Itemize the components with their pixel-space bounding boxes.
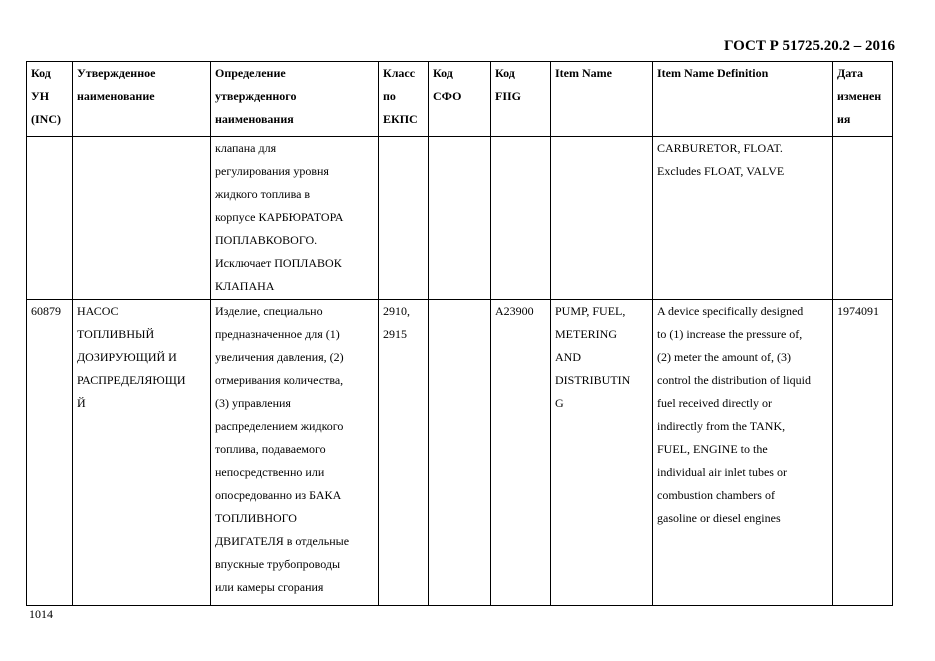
cell-line: individual air inlet tubes or bbox=[657, 465, 787, 479]
gost-table bbox=[26, 61, 893, 606]
cell-line: DISTRIBUTIN bbox=[555, 373, 631, 387]
cell-line: gasoline or diesel engines bbox=[657, 511, 781, 525]
cell-line: топлива, подаваемого bbox=[215, 442, 326, 456]
cell-item-name bbox=[551, 137, 653, 300]
cell-line: (3) управления bbox=[215, 396, 291, 410]
cell-line: 2910, bbox=[383, 304, 410, 318]
header-item-name-definition bbox=[653, 62, 833, 137]
cell-line: ПОПЛАВКОВОГО. bbox=[215, 233, 318, 247]
cell-approved-name bbox=[73, 300, 211, 606]
cell-line: A23900 bbox=[495, 304, 534, 318]
header-line: по bbox=[383, 89, 396, 103]
cell-line: fuel received directly or bbox=[657, 396, 772, 410]
cell-item-name bbox=[551, 300, 653, 606]
header-line: Определение bbox=[215, 66, 286, 80]
header-change-date bbox=[833, 62, 893, 137]
cell-line: 2915 bbox=[383, 327, 407, 341]
cell-line: METERING bbox=[555, 327, 617, 341]
header-line: Утвержденное bbox=[77, 66, 156, 80]
cell-line: ТОПЛИВНОГО bbox=[215, 511, 297, 525]
document-header: ГОСТ Р 51725.20.2 – 2016 bbox=[723, 38, 895, 54]
header-line: ия bbox=[837, 112, 851, 126]
header-line: наименования bbox=[215, 112, 294, 126]
cell-line: отмеривания количества, bbox=[215, 373, 344, 387]
cell-line: клапана для bbox=[215, 141, 277, 155]
cell-line: ТОПЛИВНЫЙ bbox=[77, 327, 155, 341]
cell-name-definition bbox=[211, 137, 379, 300]
cell-fiig-code bbox=[491, 137, 551, 300]
cell-line: регулирования уровня bbox=[215, 164, 329, 178]
page-number: 1014 bbox=[29, 607, 53, 621]
cell-line: indirectly from the TANK, bbox=[657, 419, 786, 433]
header-fiig-code bbox=[491, 62, 551, 137]
cell-line: опосредованно из БАКА bbox=[215, 488, 342, 502]
header-line: УН bbox=[31, 89, 50, 103]
cell-line: control the distribution of liquid bbox=[657, 373, 811, 387]
cell-line: Исключает ПОПЛАВОК bbox=[215, 256, 342, 270]
header-line: Дата bbox=[837, 66, 863, 80]
cell-ekps-class bbox=[379, 300, 429, 606]
header-line: Код bbox=[495, 66, 515, 80]
cell-change-date bbox=[833, 137, 893, 300]
header-line: Код bbox=[433, 66, 453, 80]
cell-line: FUEL, ENGINE to the bbox=[657, 442, 768, 456]
cell-line: впускные трубопроводы bbox=[215, 557, 341, 571]
cell-name-definition bbox=[211, 300, 379, 606]
cell-line: КЛАПАНА bbox=[215, 279, 275, 293]
header-approved-name bbox=[73, 62, 211, 137]
cell-sfo-code bbox=[429, 300, 491, 606]
cell-line: ДВИГАТЕЛЯ в отдельные bbox=[215, 534, 350, 548]
header-line: наименование bbox=[77, 89, 155, 103]
cell-item-name-definition bbox=[653, 137, 833, 300]
cell-line: AND bbox=[555, 350, 581, 364]
cell-line: или камеры сгорания bbox=[215, 580, 324, 594]
header-line: изменен bbox=[837, 89, 882, 103]
cell-inc-code bbox=[27, 300, 73, 606]
cell-fiig-code bbox=[491, 300, 551, 606]
header-line: утвержденного bbox=[215, 89, 297, 103]
cell-line: РАСПРЕДЕЛЯЮЩИ bbox=[77, 373, 186, 387]
cell-line: жидкого топлива в bbox=[215, 187, 311, 201]
header-line: ЕКПС bbox=[383, 112, 418, 126]
cell-line: увеличения давления, (2) bbox=[215, 350, 344, 364]
cell-line: A device specifically designed bbox=[657, 304, 804, 318]
table-row bbox=[27, 137, 893, 300]
table-row bbox=[27, 300, 893, 606]
cell-line: НАСОС bbox=[77, 304, 119, 318]
cell-line: предназначенное для (1) bbox=[215, 327, 340, 341]
cell-line: CARBURETOR, FLOAT. bbox=[657, 141, 783, 155]
cell-line: (2) meter the amount of, (3) bbox=[657, 350, 791, 364]
header-line: Item Name Definition bbox=[657, 66, 769, 80]
cell-change-date bbox=[833, 300, 893, 606]
header-line: (INC) bbox=[31, 112, 61, 126]
table-header-row bbox=[27, 62, 893, 137]
header-item-name bbox=[551, 62, 653, 137]
cell-line: G bbox=[555, 396, 564, 410]
table-body bbox=[27, 137, 893, 606]
header-line: FIIG bbox=[495, 89, 522, 103]
cell-line: Й bbox=[77, 396, 86, 410]
cell-line: Excludes FLOAT, VALVE bbox=[657, 164, 785, 178]
cell-inc-code bbox=[27, 137, 73, 300]
cell-approved-name bbox=[73, 137, 211, 300]
header-ekps-class bbox=[379, 62, 429, 137]
cell-line: 60879 bbox=[31, 304, 61, 318]
cell-line: распределением жидкого bbox=[215, 419, 344, 433]
header-name-definition bbox=[211, 62, 379, 137]
cell-line: непосредственно или bbox=[215, 465, 325, 479]
cell-line: Изделие, специально bbox=[215, 304, 323, 318]
header-inc-code bbox=[27, 62, 73, 137]
header-line: Класс bbox=[383, 66, 416, 80]
cell-sfo-code bbox=[429, 137, 491, 300]
cell-line: 1974091 bbox=[837, 304, 879, 318]
cell-line: ДОЗИРУЮЩИЙ И bbox=[77, 350, 177, 364]
cell-line: корпусе КАРБЮРАТОРА bbox=[215, 210, 344, 224]
header-line: Item Name bbox=[555, 66, 612, 80]
cell-line: PUMP, FUEL, bbox=[555, 304, 626, 318]
cell-item-name-definition bbox=[653, 300, 833, 606]
header-line: Код bbox=[31, 66, 51, 80]
cell-line: to (1) increase the pressure of, bbox=[657, 327, 803, 341]
cell-line: combustion chambers of bbox=[657, 488, 775, 502]
cell-ekps-class bbox=[379, 137, 429, 300]
header-sfo-code bbox=[429, 62, 491, 137]
header-line: СФО bbox=[433, 89, 462, 103]
